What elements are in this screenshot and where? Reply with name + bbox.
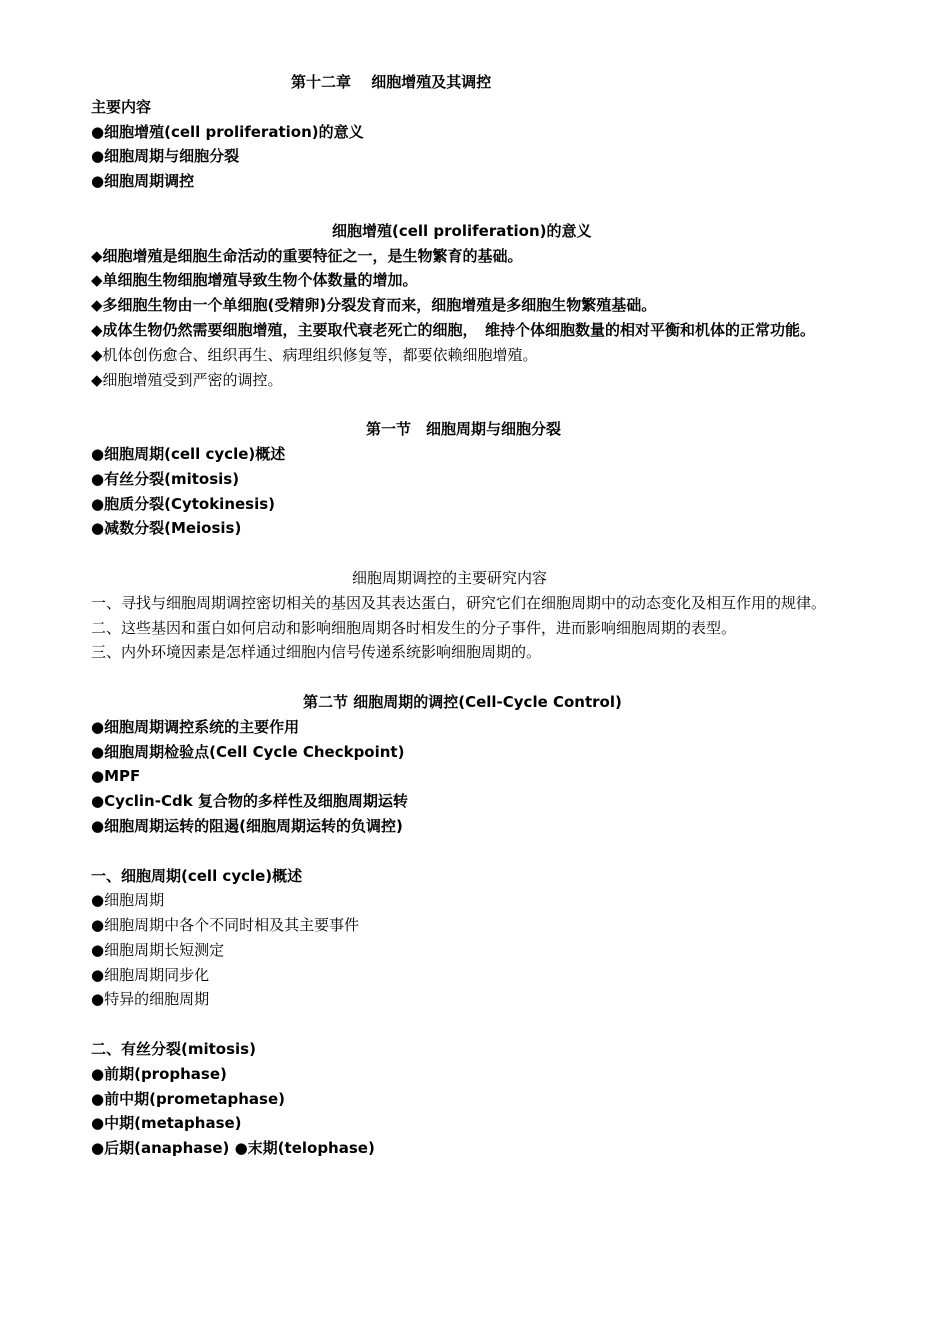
section1-item: ●减数分裂(Meiosis) — [91, 519, 242, 538]
section2-item: ●细胞周期运转的阻遏(细胞周期运转的负调控) — [91, 816, 403, 835]
section2-title: 第二节 细胞周期的调控(Cell-Cycle Control) — [303, 692, 622, 711]
section2-item: ●细胞周期调控系统的主要作用 — [91, 717, 300, 736]
section1-item: ●胞质分裂(Cytokinesis) — [91, 494, 276, 513]
overview-item: ●细胞周期调控 — [91, 172, 195, 191]
section1-item: ●有丝分裂(mitosis) — [91, 469, 240, 488]
significance-item: ◆机体创伤愈合、组织再生、病理组织修复等，都要依赖细胞增殖。 — [91, 345, 538, 364]
part1-heading: 一、细胞周期(cell cycle)概述 — [91, 866, 303, 885]
overview-item: ●细胞周期与细胞分裂 — [91, 147, 240, 166]
significance-title: 细胞增殖(cell proliferation)的意义 — [332, 221, 592, 240]
overview-heading: 主要内容 — [91, 97, 152, 116]
section2-item: ●MPF — [91, 767, 141, 786]
section1-title: 第一节 细胞周期与细胞分裂 — [366, 420, 562, 439]
significance-item: ◆单细胞生物细胞增殖导致生物个体数量的增加。 — [91, 271, 418, 290]
part2-item: ●前中期(prometaphase) — [91, 1089, 285, 1108]
significance-item: ◆多细胞生物由一个单细胞(受精卵)分裂发育而来，细胞增殖是多细胞生物繁殖基础。 — [91, 296, 657, 315]
significance-item: ◆成体生物仍然需要细胞增殖，主要取代衰老死亡的细胞， 维持个体细胞数量的相对平衡和机体的正常功能。 — [91, 320, 816, 339]
significance-item: ◆细胞增殖是细胞生命活动的重要特征之一，是生物繁育的基础。 — [91, 246, 523, 265]
section2-item: ●细胞周期检验点(Cell Cycle Checkpoint) — [91, 742, 405, 761]
research-item: 二、这些基因和蛋白如何启动和影响细胞周期各时相发生的分子事件，进而影响细胞周期的表型。 — [91, 618, 737, 637]
section1-item: ●细胞周期(cell cycle)概述 — [91, 444, 286, 463]
chapter-title: 第十二章 细胞增殖及其调控 — [291, 73, 492, 91]
document-page — [91, 70, 871, 1161]
part1-item: ●细胞周期同步化 — [91, 965, 210, 984]
part2-item: ●前期(prophase) — [91, 1064, 227, 1083]
part2-heading: 二、有丝分裂(mitosis) — [91, 1040, 256, 1059]
section2-item: ●Cyclin-Cdk 复合物的多样性及细胞周期运转 — [91, 792, 408, 811]
research-item: 三、内外环境因素是怎样通过细胞内信号传递系统影响细胞周期的。 — [91, 643, 542, 662]
part1-item: ●细胞周期长短测定 — [91, 940, 225, 959]
research-title: 细胞周期调控的主要研究内容 — [352, 568, 548, 587]
part1-item: ●特异的细胞周期 — [91, 990, 210, 1009]
overview-item: ●细胞增殖(cell proliferation)的意义 — [91, 122, 364, 141]
part2-item: ●后期(anaphase) ●末期(telophase) — [91, 1139, 375, 1158]
significance-item: ◆细胞增殖受到严密的调控。 — [91, 370, 283, 389]
part1-item: ●细胞周期中各个不同时相及其主要事件 — [91, 916, 360, 935]
part2-item: ●中期(metaphase) — [91, 1114, 242, 1133]
research-item: 一、寻找与细胞周期调控密切相关的基因及其表达蛋白，研究它们在细胞周期中的动态变化及相互作用的规律。 — [91, 593, 827, 612]
part1-item: ●细胞周期 — [91, 891, 165, 910]
